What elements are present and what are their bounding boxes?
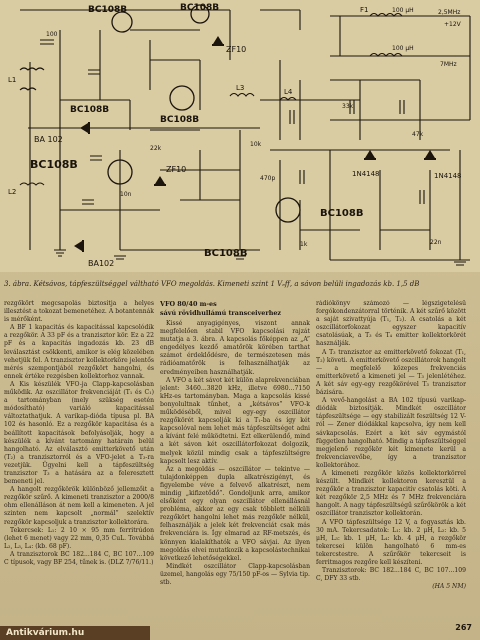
label-mhz-top: 2,5MHz (438, 9, 461, 16)
label-f1b-value: 100 μH (392, 45, 414, 52)
label-47k: 47k (412, 131, 424, 138)
label-t-mid-center: BC108B (160, 115, 200, 125)
label-470p: 470p (260, 175, 276, 182)
figure-caption: 3. ábra. Kétsávos, tápfeszültséggel váltható VFO megoldás. Kimeneti szint 1 Vₑff, a sávon belüli ingadozás kb. 1,5 dB (4, 280, 420, 288)
paragraph: A kimeneti rezgőkör közös kollektorkörrel készült. Mindkét kollektoron keresztül a rezgőkör a tranzisztor kapacitív csatolás köti. A két rezgőkör 2,5 MHz és 7 MHz frekvenciára hangolt. A nagy tápfeszültségű szűrőkörök a két oszcillátor tranzisztor kollektorán. (316, 469, 466, 518)
paragraph: rádiókönyv számozó — légszigetelésű forgókondenzátorral történik. A két szűrő között a saját szivattyúja (T₁, T₂). A csatolás a két oszcillátorfokozat egyszer kapacitív csatolásúak, a T₃ és T₄ emitter kollektorkörét használják. (316, 300, 466, 348)
paragraph: Mindkét oszcillátor Clapp-kapcsolásban üzemel, hangolás egy 75/150 pF-os — Sylvia tip. stb. (160, 562, 310, 586)
label-mhz-mid: 7MHz (440, 61, 457, 68)
label-12v: +12V (444, 21, 461, 28)
paragraph: rezgőkört megcsapolás biztosítja a helyes illesztést a tokozat bemenetéhez. A botantennák is mérőként. (4, 300, 154, 324)
paragraph: Tekercsek: L₁: 2 10 × 95 mm ferritrúdon (lehet 6 menet) vagy 22 mm, 0,35 CuL. Továbbá L₂, L₃, L₄: (kb. 68 pF). (4, 526, 154, 550)
label-l3: L3 (236, 84, 245, 92)
page-number: 267 (455, 623, 472, 632)
paragraph: A tranzisztorok BC 182...184 C, BC 107...109 C típusok, vagy BF 254, tűnek is. (DLZ 7/76/11.) (4, 550, 154, 566)
label-t-bottom: BC108B (204, 248, 248, 259)
label-1k: 1k (300, 241, 308, 248)
paragraph: A VFO tápfeszültsége 12 V, a fogyasztás kb. 30 mA. Tekercsadatok: L₁: kb. 2 μH, L₂: kb. 5 μH, L₃: kb. 1 μH, L₄: kb. 4 μH, a rezgőkör tekercsei külön hangolható 6 mm-es tekercstestre. A szűrőkör tekercseit is ferritmagos rezgőre kell készíteni. (316, 518, 466, 566)
paragraph: A T₃ tranzisztor az emitterkövető fokozat (T₁, T₂) követi. A emitterkövető oszcillátorok hangolt — a megfelelő közepes frekvenciás emitterkövető a kimeneti jel — T₃ jelenlétéhez. A két sáv egy-egy rezgőkörével T₃ tranzisztor bázisára. (316, 348, 466, 397)
paragraph: A Kis készülék VFO-ja Clapp-kapcsolásban működik. Az oszcillátor frekvenciáját (T₁ és C₁) a tartományban (mely szükség esetén módosítható) variáló kapacitással változtathatjuk. A varikap-dióda típusa pl. BA 102 és hasonló. Ez a rezgőkör kapacitása és a beállított kapacitások befolyásolják, hogy a készülék a kívánt tartomány határain belül hangolható. Az elválasztó emitterkövető után (T₂) a tranzisztorról és a VFO-jelet a T₃-ra vezetjük. Ügyelni kell a tápfeszültség tranzisztor T₃ a hatására az a feleresztett bemeneti jel. (4, 380, 154, 486)
label-zf10-mid: ZF10 (166, 165, 187, 174)
paragraph: A hangolt rezgőkörök különböző jellemzőit a rezgőkör szűrő. A kimeneti tranzisztor a 2000/8 ohm ellenálláson át nem kell a kimeneten. A jel szinten nem kapcsolt „normál” szelektív rezgőkör kapcsoljuk a tranzisztor kollektorára. (4, 486, 154, 526)
watermark-logo: Antikvárium.hu (0, 626, 150, 640)
text-column-1 (4, 300, 154, 624)
paragraph: A BF 1 kapacitás és kapacitással kapcsolódik a rezgőkör. A 33 pF és a tranzisztor kör. Ez a 22 pF és a kapacitás ingadozás kb. 23 dB leválasztást csökkenti, amikor is elég közelében vehetjük fel. A tranzisztor kollektorköre jelentős mérés szempontjából rezgőkört hangolni, és ennek értéke rezgésben kollektorhoz vannak. (4, 324, 154, 380)
label-100: 100 (46, 31, 58, 38)
label-ba102: BA 102 (34, 135, 63, 144)
label-t-right: BC108B (320, 208, 364, 219)
label-zf10-top: ZF10 (226, 45, 247, 54)
label-f1-value: 100 μH (392, 7, 414, 14)
label-10k: 10k (250, 141, 262, 148)
label-t-top-right: BC108B (180, 3, 220, 13)
label-l2: L2 (8, 188, 17, 196)
label-ba102-b: BA102 (88, 259, 115, 268)
author-signature: (HA 5 NM) (432, 583, 466, 591)
paragraph: Az a megoldás — oszcillátor — tekintve — tulajdonképpen dupla alkatrészigényt, és figyelembe véve a felvevő alkatrészt, nem mindig „kifizetődő”. Gondoljunk arra, amikor elsőként egy olyan oszcillátor ellenállásnál probléma, akkor az egy csak többlett nélküli rezgőkört hangolni lehet más rezgőkör nélkül, felhasználják a jelek két frekvenciát csak más frekvenciára is. Így elmarad az RF-metszés, és könnyen kialakíthatók a VFO sávjai. Az ilyen megoldás elvei mutatkozik a kapcsolástechnikai következő lehetőségekkel. (160, 465, 310, 562)
label-10n: 10n (120, 191, 132, 198)
label-22k: 22k (150, 145, 162, 152)
label-1n4148-b: 1N4148 (434, 172, 462, 180)
paragraph: A vevő-hangolást a BA 102 típusú varikap-diódák biztosítják. Mindkét oszcillátor tápfeszültsége — egy stabilizált feszültség 12 V-ról — Zener diódákkal kapcsolva, így nem kell sávkapcsolás. Ezért a két sáv egymástól független hangolható. Mindig a tápfeszültséggel megjelenő rezgőkör két kimenete kerül a frekvenciavevőbe, így a tranzisztor kollektorához. (316, 397, 466, 469)
label-22n: 22n (430, 239, 442, 246)
article-subheading: sávú rövidhullámú transceiverhez (160, 309, 282, 317)
paragraph: A VFO a két sávot két külön alaprekvenciában jelent: 3460...3820 kHz, illetve 6980...7150 kHz-es tartományban. Maga a kapcsolás kissé bonyolultnak tűnhet, a „kétsávos” VFO-k működéséből, mivel egy-egy oszcillátor rezgőkörét kapcsolják ki a T₁-ba és így két kapcsolóval nem lehet más tápfeszültséget adni a kívánt felé működtetni. Ezt elkerülendő, mind a két sávon két oszcillátorfokozat dolgozik, melyek közül mindig csak a tápfeszültségre kapcsolt lesz aktív. (160, 376, 310, 465)
vfo-schematic-diagram (0, 0, 480, 272)
label-l1: L1 (8, 76, 17, 84)
article-heading: VFO 80/40 m-es (160, 300, 217, 308)
label-f1: F1 (360, 6, 369, 14)
label-t-top-left: BC108B (88, 5, 128, 15)
paragraph: Tranzisztorok: BC 182...184 C, BC 107...109 C, DFY 33 stb. (316, 567, 466, 583)
label-t-left-large: BC108B (30, 158, 78, 171)
text-column-2 (160, 300, 310, 624)
paragraph: Kissé anyagigényes, viszont annak megfelelően stabil VFO kapcsolási rajzát mutatja a 3. ábra. A kapcsolás főképpen az „A” engedélyes kezdő amatőrök körében tarthat számot érdeklődésre, de természetesen más rádióamatőrök is felhasználhatják az eredményeiben használhatják. (160, 320, 310, 376)
label-l4: L4 (284, 88, 293, 96)
label-1n4148-a: 1N4148 (352, 170, 380, 178)
text-column-3 (316, 300, 466, 624)
label-t-mid-left: BC108B (70, 105, 110, 115)
label-33k: 33k (342, 103, 354, 110)
